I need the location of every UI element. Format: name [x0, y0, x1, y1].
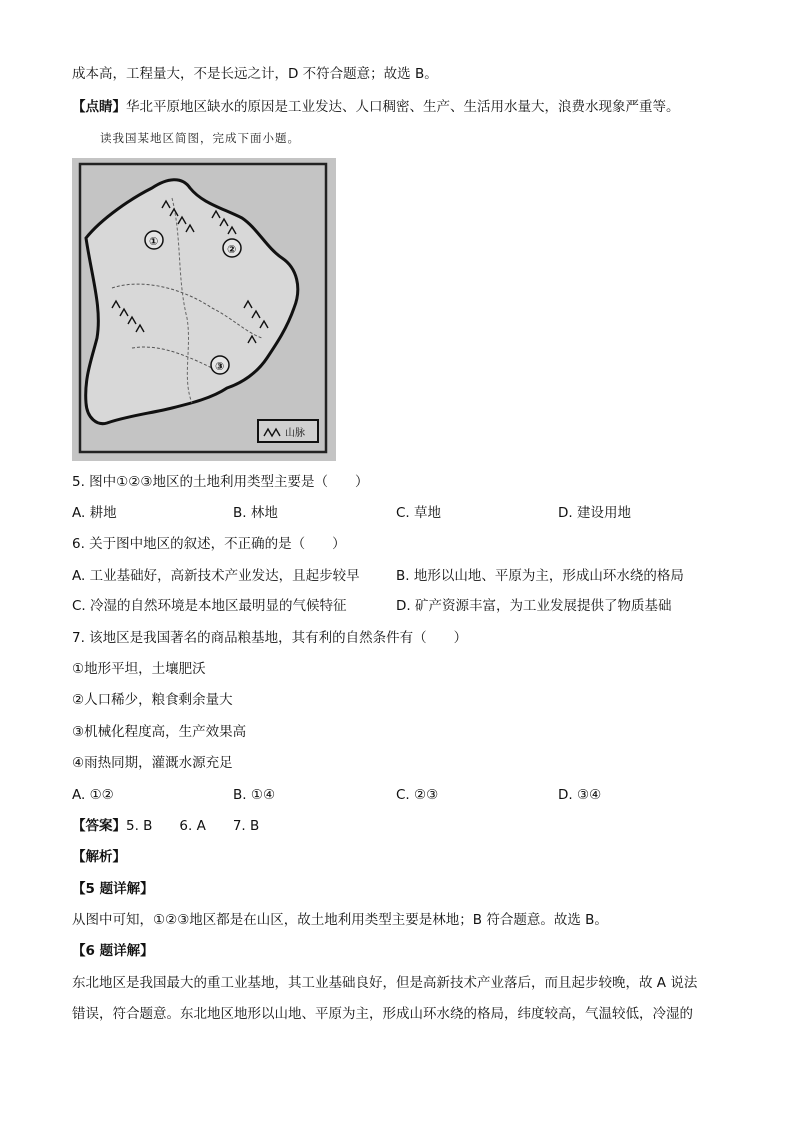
q5-option-d: D. 建设用地: [558, 505, 631, 521]
text-line-1: 成本高，工程量大，不是长远之计，D 不符合题意；故选 B。: [72, 66, 438, 82]
question-6: 6. 关于图中地区的叙述，不正确的是（ ）: [72, 536, 346, 552]
detail-6-line-2: 错误，符合题意。东北地区地形以山地、平原为主，形成山环水绕的格局，纬度较高，气温较低，冷湿的: [72, 1006, 693, 1022]
q7-option-a: A. ①②: [72, 787, 114, 803]
q7-option-d: D. ③④: [558, 787, 602, 803]
q5-option-a: A. 耕地: [72, 505, 117, 521]
answer-body: 5. B 6. A 7. B: [126, 818, 260, 834]
q7-statement-1: ①地形平坦，土壤肥沃: [72, 661, 206, 677]
q6-option-a: A. 工业基础好，高新技术产业发达，且起步较早: [72, 568, 360, 584]
tip-body: 华北平原地区缺水的原因是工业发达、人口稠密、生产、生活用水量大，浪费水现象严重等。: [126, 99, 680, 115]
region-map: [72, 158, 336, 461]
map-legend-label: 山脉: [285, 428, 305, 439]
q7-option-c: C. ②③: [396, 787, 439, 803]
answer-heading: 【答案】: [72, 818, 126, 834]
q7-statement-2: ②人口稀少，粮食剩余量大: [72, 692, 233, 708]
question-7: 7. 该地区是我国著名的商品粮基地，其有利的自然条件有（ ）: [72, 630, 468, 646]
detail-5-heading: 【5 题详解】: [72, 881, 154, 897]
q7-statement-3: ③机械化程度高，生产效果高: [72, 724, 247, 740]
q7-statement-4: ④雨热同期，灌溉水源充足: [72, 755, 233, 771]
tip-heading: 【点睛】: [72, 99, 126, 115]
analysis-heading: 【解析】: [72, 849, 126, 865]
question-5: 5. 图中①②③地区的土地利用类型主要是（ ）: [72, 474, 369, 490]
detail-5-body: 从图中可知，①②③地区都是在山区，故土地利用类型主要是林地；B 符合题意。故选 B。: [72, 912, 608, 928]
q5-option-b: B. 林地: [233, 505, 278, 521]
detail-6-heading: 【6 题详解】: [72, 943, 154, 959]
map-marker-1: ①: [149, 235, 159, 248]
map-marker-3: ③: [215, 360, 225, 373]
q6-option-b: B. 地形以山地、平原为主，形成山环水绕的格局: [396, 568, 684, 584]
q5-option-c: C. 草地: [396, 505, 442, 521]
map-marker-2: ②: [227, 243, 237, 256]
q6-option-c: C. 冷湿的自然环境是本地区最明显的气候特征: [72, 598, 347, 614]
map-caption: 读我国某地区简图，完成下面小题。: [100, 131, 300, 145]
answer-line: [72, 816, 259, 836]
region-map-svg: [72, 158, 336, 461]
q6-option-d: D. 矿产资源丰富，为工业发展提供了物质基础: [396, 598, 672, 614]
detail-6-line-1: 东北地区是我国最大的重工业基地，其工业基础良好，但是高新技术产业落后，而且起步较晚，故 A 说法: [72, 975, 698, 991]
text-line-2: [72, 97, 680, 117]
q7-option-b: B. ①④: [233, 787, 276, 803]
